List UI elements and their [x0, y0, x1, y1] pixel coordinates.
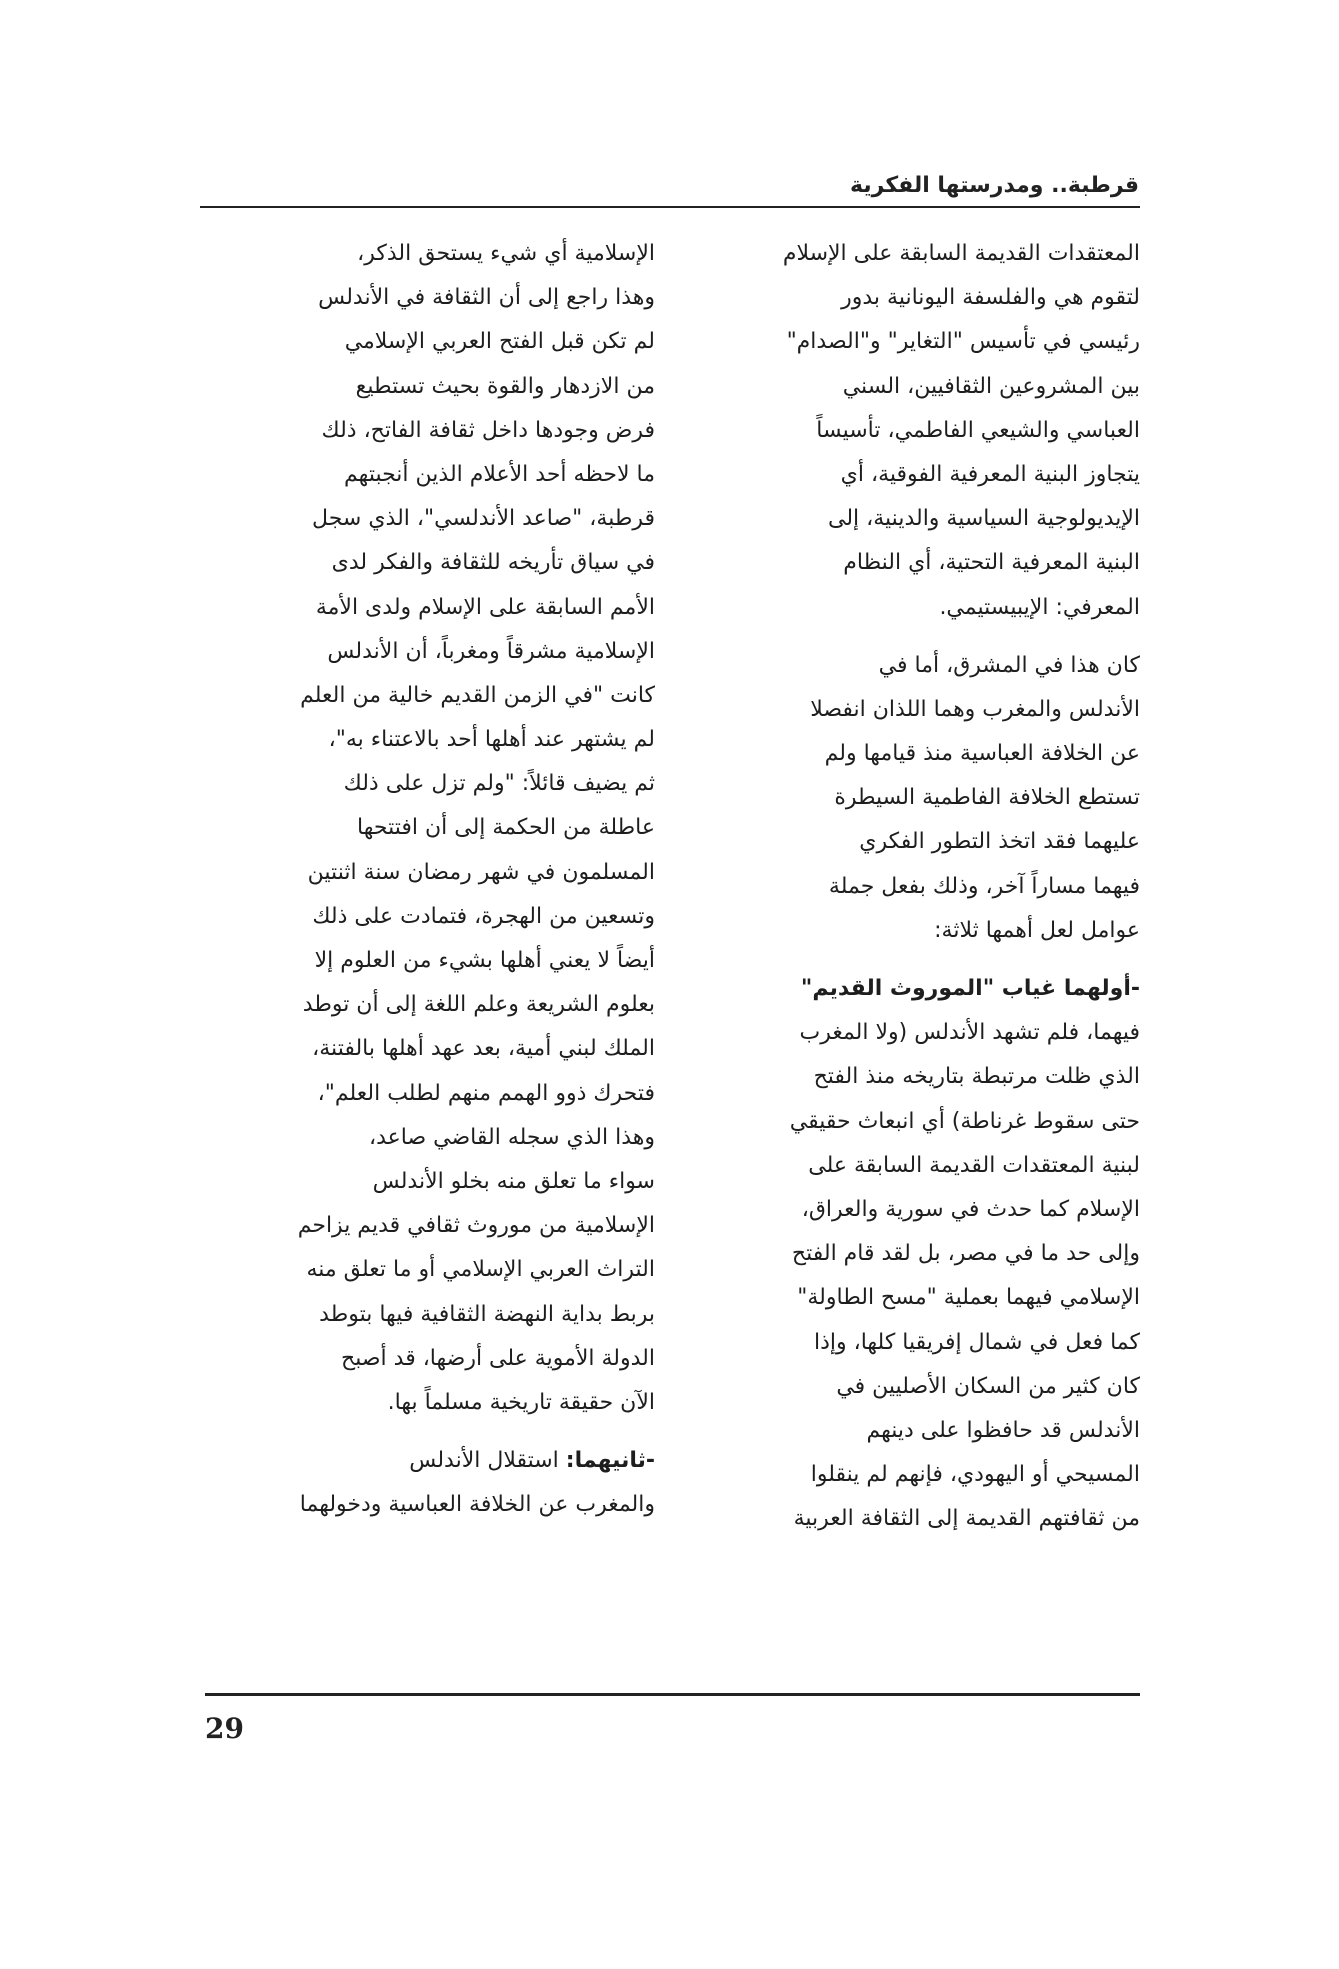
- text-line: تستطع الخلافة الفاطمية السيطرة: [834, 785, 1140, 811]
- left-column: [200, 232, 655, 1527]
- text-line: المعتقدات القديمة السابقة على الإسلام: [782, 241, 1140, 266]
- text-line: من الازدهار والقوة بحيث تستطيع: [355, 373, 655, 399]
- text-line: الآن حقيقة تاريخية مسلماً بها.: [387, 1389, 655, 1415]
- section-heading-first: -أولهما غياب "الموروث القديم": [800, 976, 1140, 1001]
- text-line: الملك لبني أمية، بعد عهد أهلها بالفتنة،: [312, 1036, 655, 1062]
- text-line: كانت "في الزمن القديم خالية من العلم: [300, 682, 655, 708]
- left-paragraph-1: [200, 232, 655, 1425]
- paragraph-gap: [685, 953, 1140, 967]
- text-line: وإلى حد ما في مصر، بل لقد قام الفتح: [791, 1241, 1140, 1267]
- right-paragraph-3: [685, 1011, 1140, 1541]
- text-line: التراث العربي الإسلامي أو ما تعلق منه: [306, 1257, 655, 1283]
- section-heading-label: -ثانيهما:: [565, 1448, 655, 1474]
- text-line: البنية المعرفية التحتية، أي النظام: [843, 550, 1140, 576]
- text-line: أيضاً لا يعني أهلها بشيء من العلوم إلا: [314, 948, 655, 973]
- text-line: العباسي والشيعي الفاطمي، تأسيساً: [816, 417, 1140, 443]
- text-line: لبنية المعتقدات القديمة السابقة على: [808, 1152, 1140, 1178]
- text-line: لم يشتهر عند أهلها أحد بالاعتناء به"،: [328, 727, 655, 753]
- text-line: عليهما فقد اتخذ التطور الفكري: [859, 829, 1140, 855]
- text-line: كان كثير من السكان الأصليين في: [836, 1373, 1140, 1399]
- header-rule: [200, 206, 1140, 208]
- text-line: فتحرك ذوو الهمم منهم لطلب العلم"،: [317, 1080, 655, 1106]
- text-line: فرض وجودها داخل ثقافة الفاتح، ذلك: [321, 417, 655, 443]
- text-line: يتجاوز البنية المعرفية الفوقية، أي: [840, 461, 1140, 487]
- paragraph-gap: [685, 630, 1140, 644]
- text-line: الإسلامية من موروث ثقافي قديم يزاحم: [297, 1213, 655, 1239]
- text-line: رئيسي في تأسيس "التغاير" و"الصدام": [786, 329, 1140, 355]
- paragraph-gap: [200, 1425, 655, 1439]
- text-line: عن الخلافة العباسية منذ قيامها ولم: [824, 741, 1140, 767]
- right-column: [685, 232, 1140, 1541]
- text-line: الذي ظلت مرتبطة بتاريخه منذ الفتح: [813, 1064, 1140, 1090]
- text-line: الإسلامي فيهما بعملية "مسح الطاولة": [797, 1285, 1140, 1311]
- text-line: لتقوم هي والفلسفة اليونانية بدور: [841, 285, 1140, 311]
- text-line: من ثقافتهم القديمة إلى الثقافة العربية: [793, 1506, 1140, 1532]
- text-line: فيهما مساراً آخر، وذلك بفعل جملة: [828, 873, 1140, 899]
- section-heading-text: استقلال الأندلس: [409, 1448, 566, 1474]
- section-heading-second: [200, 1439, 655, 1483]
- page-number: 29: [205, 1712, 244, 1745]
- text-line: ثم يضيف قائلاً: "ولم تزل على ذلك: [343, 771, 655, 797]
- text-line: الإسلام كما حدث في سورية والعراق،: [801, 1196, 1140, 1222]
- text-line: بين المشروعين الثقافيين، السني: [842, 373, 1140, 399]
- right-paragraph-1: [685, 232, 1140, 630]
- text-line: لم تكن قبل الفتح العربي الإسلامي: [344, 329, 655, 355]
- text-line: والمغرب عن الخلافة العباسية ودخولهما: [299, 1492, 655, 1518]
- footer-rule: [205, 1693, 1140, 1696]
- text-line: كان هذا في المشرق، أما في: [878, 652, 1140, 678]
- text-line: الأندلس والمغرب وهما اللذان انفصلا: [810, 696, 1140, 722]
- text-line: كما فعل في شمال إفريقيا كلها، وإذا: [813, 1329, 1140, 1355]
- running-header: قرطبة.. ومدرستها الفكرية: [850, 173, 1139, 198]
- text-line: ما لاحظه أحد الأعلام الذين أنجبتهم: [344, 461, 655, 487]
- text-line: المعرفي: الإيبيستيمي.: [939, 594, 1140, 620]
- text-line: الإسلامية مشرقاً ومغرباً، أن الأندلس: [327, 638, 655, 664]
- text-line: الأمم السابقة على الإسلام ولدى الأمة: [315, 594, 655, 620]
- text-line: المسلمون في شهر رمضان سنة اثنتين: [307, 859, 655, 885]
- text-line: بعلوم الشريعة وعلم اللغة إلى أن توطد: [302, 992, 655, 1018]
- text-line: الأندلس قد حافظوا على دينهم: [866, 1417, 1140, 1443]
- text-line: بربط بداية النهضة الثقافية فيها بتوطد: [319, 1301, 655, 1327]
- text-line: الإسلامية أي شيء يستحق الذكر،: [357, 241, 655, 266]
- text-line: قرطبة، "صاعد الأندلسي"، الذي سجل: [312, 506, 655, 532]
- text-line: وتسعين من الهجرة، فتمادت على ذلك: [312, 903, 655, 929]
- text-line: الدولة الأموية على أرضها، قد أصبح: [341, 1345, 655, 1371]
- text-line: سواء ما تعلق منه بخلو الأندلس: [372, 1168, 655, 1194]
- text-line: وهذا راجع إلى أن الثقافة في الأندلس: [318, 285, 655, 311]
- text-line: عاطلة من الحكمة إلى أن افتتحها: [357, 815, 655, 841]
- text-line: عوامل لعل أهمها ثلاثة:: [934, 917, 1140, 943]
- text-line: حتى سقوط غرناطة) أي انبعاث حقيقي: [789, 1108, 1140, 1134]
- right-paragraph-2: [685, 644, 1140, 953]
- text-line: المسيحي أو اليهودي، فإنهم لم ينقلوا: [810, 1462, 1140, 1488]
- text-line: الإيديولوجية السياسية والدينية، إلى: [828, 506, 1140, 532]
- text-line: وهذا الذي سجله القاضي صاعد،: [369, 1124, 655, 1150]
- text-line: فيهما، فلم تشهد الأندلس (ولا المغرب: [799, 1020, 1140, 1046]
- text-line: في سياق تأريخه للثقافة والفكر لدى: [331, 550, 655, 576]
